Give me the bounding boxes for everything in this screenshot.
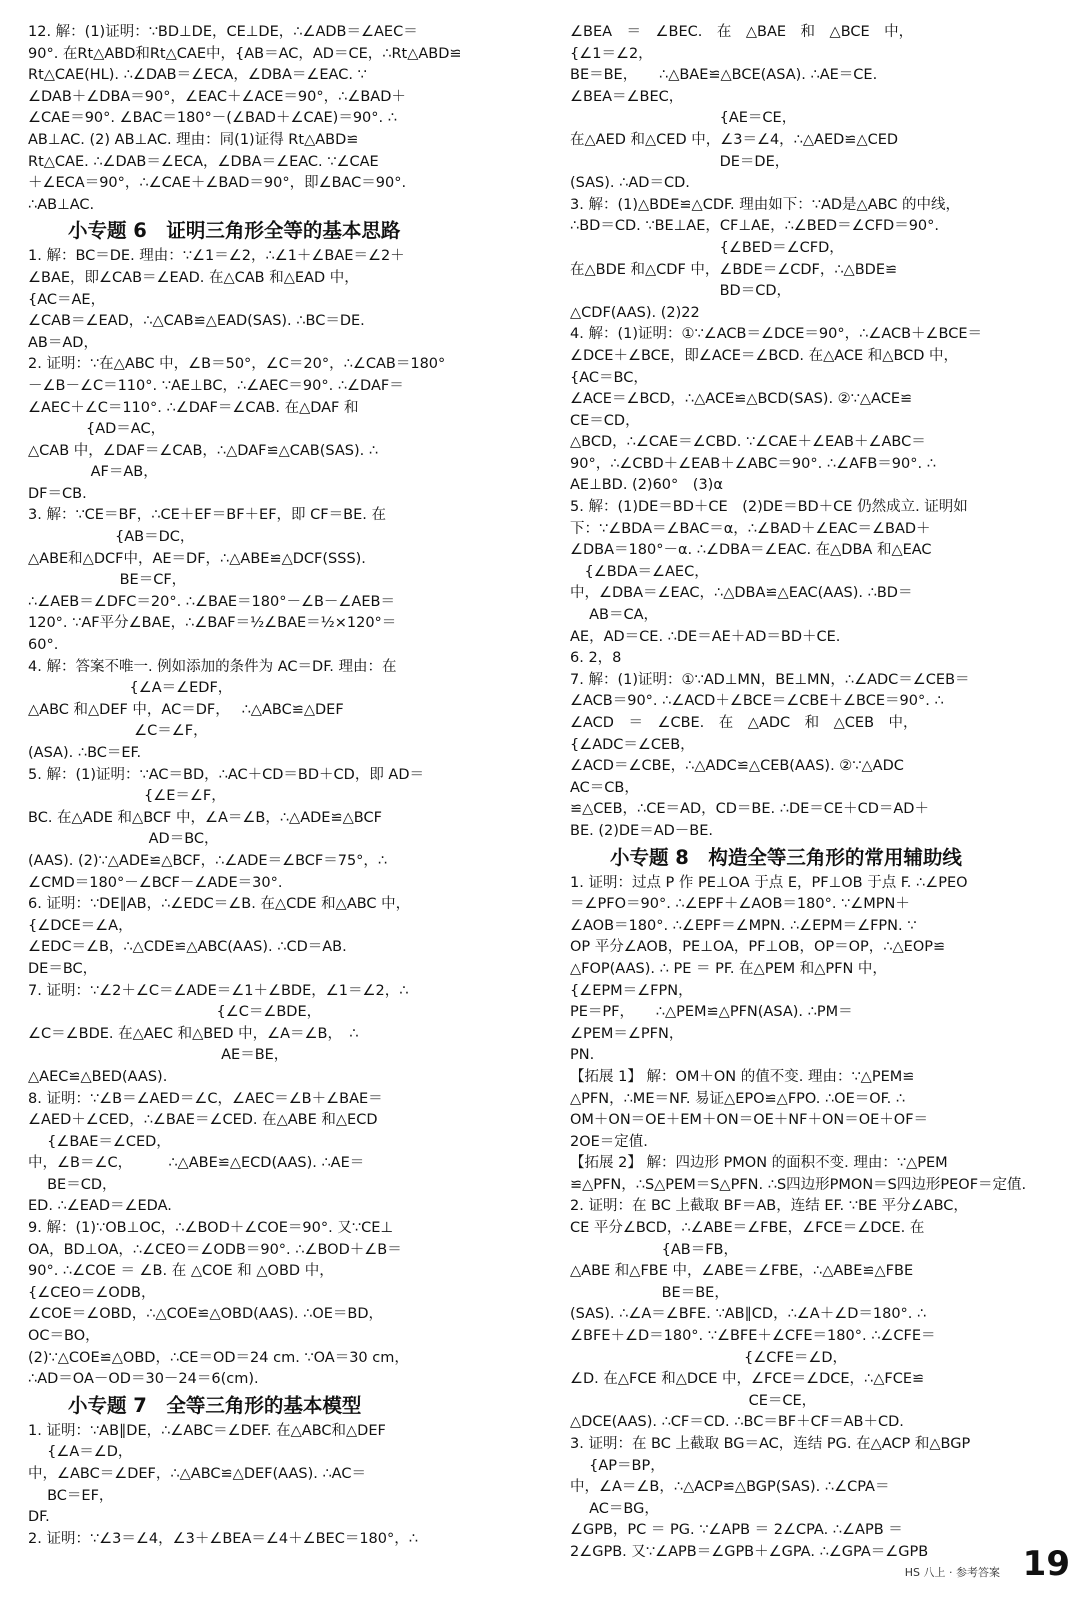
- answer-line: {AB＝DC，: [28, 529, 195, 546]
- answer-line: ∠DCE＋∠BCE，即∠ACE＝∠BCD. 在△ACE 和△BCD 中，: [570, 347, 959, 364]
- answer-line: 9. 解：(1)∵OB⊥OC，∴∠BOD＋∠COE＝90°. 又∵CE⊥: [28, 1220, 393, 1237]
- answer-line: 3. 证明：在 BC 上截取 BG＝AC，连结 PG. 在△ACP 和△BGP: [570, 1436, 971, 1452]
- answer-line: AB＝CA，: [570, 607, 659, 624]
- section-heading: 小专题 7 全等三角形的基本模型: [68, 1393, 362, 1417]
- answer-line: CE＝CD，: [570, 412, 640, 429]
- answer-line: △PFN，∴ME＝NF. 易证△EPO≌△FPO. ∴OE＝OF. ∴: [570, 1090, 906, 1107]
- answer-line: 【拓展 1】 解：OM＋ON 的值不变. 理由：∵△PEM≌: [570, 1068, 915, 1085]
- answer-line: ∠ACB＝90°. ∴∠ACD＋∠BCE＝∠CBE＋∠BCE＝90°. ∴: [570, 693, 944, 710]
- answer-line: {∠A＝∠D，: [28, 1444, 133, 1461]
- answer-line: 【拓展 2】 解：四边形 PMON 的面积不变. 理由：∵△PEM: [570, 1155, 948, 1172]
- answer-line: ∠ACD ＝ ∠CBE. 在 △ADC 和 △CEB 中，: [570, 715, 918, 731]
- answer-line: {∠EPM＝∠FPN，: [570, 982, 693, 999]
- answer-line: ∠BAE，即∠CAB＝∠EAD. 在△CAB 和△EAD 中，: [28, 269, 359, 286]
- answer-line: {∠CFE＝∠D，: [570, 1349, 848, 1366]
- answer-line: 5. 解：(1)证明：∵AC＝BD，∴AC＋CD＝BD＋CD，即 AD＝: [28, 766, 425, 783]
- answer-line: {∠1＝∠2，: [570, 45, 653, 62]
- answer-line: △ABC 和△DEF 中，AC＝DF， ∴△ABC≌△DEF: [28, 701, 344, 718]
- answer-line: 120°. ∵AF平分∠BAE，∴∠BAF＝½∠BAE＝½×120°＝: [28, 615, 397, 632]
- answer-line: OA，BD⊥OA，∴∠CEO＝∠ODB＝90°. ∴∠BOD＋∠B＝: [28, 1241, 402, 1258]
- answer-line: {∠BDA＝∠AEC，: [570, 563, 709, 580]
- answer-line: ∴AB⊥AC.: [28, 196, 95, 213]
- answer-line: ∠AEC＋∠C＝110°. ∴∠DAF＝∠CAB. 在△DAF 和: [28, 399, 359, 416]
- answer-line: 6. 2，8: [570, 650, 622, 667]
- answer-line: Rt△CAE. ∴∠DAB＝∠ECA，∠DBA＝∠EAC. ∵∠CAE: [28, 153, 379, 170]
- answer-line: △ABE和△DCF中，AE＝DF，∴△ABE≌△DCF(SSS).: [28, 550, 366, 567]
- answer-line: ∠CAE＝90°. ∠BAC＝180°－(∠BAD＋∠CAE)＝90°. ∴: [28, 110, 397, 127]
- answer-line: 7. 解：(1)证明：①∵AD⊥MN，BE⊥MN，∴∠ADC＝∠CEB＝: [570, 671, 970, 688]
- answer-line: ∠DBA＝180°－α. ∴∠DBA＝∠EAC. 在△DBA 和△EAC: [570, 542, 932, 559]
- answer-line: AC＝CB，: [570, 779, 639, 796]
- answer-line: BE＝CF，: [28, 572, 187, 589]
- answer-line: ∴∠AEB＝∠DFC＝20°. ∴∠BAE＝180°－∠B－∠AEB＝: [28, 593, 395, 610]
- answer-line: OP 平分∠AOB，PE⊥OA，PF⊥OB，OP＝OP，∴△EOP≌: [570, 939, 946, 956]
- answer-line: (ASA). ∴BC＝EF.: [28, 745, 142, 761]
- answer-line: {∠A＝∠EDF，: [28, 680, 233, 697]
- answer-line: ∴AD＝OA－OD＝30－24＝6(cm).: [28, 1371, 259, 1388]
- answer-line: 4. 解：(1)证明：①∵∠ACB＝∠DCE＝90°，∴∠ACB＋∠BCE＝: [570, 326, 983, 343]
- answer-line: AB＝AD，: [28, 334, 98, 351]
- answer-line: AD＝BC，: [28, 831, 219, 848]
- answer-line: 90°. 在Rt△ABD和Rt△CAE中，{AB＝AC，AD＝CE，∴Rt△ABD≌: [28, 45, 462, 62]
- answer-line: 中，∠DBA＝∠EAC，∴△DBA≌△EAC(AAS). ∴BD＝: [570, 585, 913, 602]
- answer-line: PE＝PF， ∴△PEM≌△PFN(ASA). ∴PM＝: [570, 1004, 853, 1021]
- answer-line: 中，∠A＝∠B，∴△ACP≌△BGP(SAS). ∴∠CPA＝: [570, 1479, 890, 1496]
- answer-line: BE＝CD，: [28, 1176, 117, 1193]
- answer-line: 在△BDE 和△CDF 中，∠BDE＝∠CDF，∴△BDE≌: [570, 261, 898, 278]
- answer-line: 90°. ∴∠COE ＝ ∠B. 在 △COE 和 △OBD 中，: [28, 1263, 334, 1280]
- answer-line: {AC＝BC，: [570, 369, 648, 386]
- answer-line: 3. 解：(1)△BDE≌△CDF. 理由如下：∵AD是△ABC 的中线，: [570, 196, 961, 213]
- left-answer-column: [28, 22, 528, 1550]
- answer-line: BD＝CD，: [570, 283, 792, 300]
- answer-line: 2. 证明：∵在△ABC 中，∠B＝50°，∠C＝20°，∴∠CAB＝180°: [28, 356, 446, 373]
- answer-line: AB⊥AC. (2) AB⊥AC. 理由：同(1)证得 Rt△ABD≌: [28, 131, 359, 148]
- answer-line: 8. 证明：∵∠B＝∠AED＝∠C，∠AEC＝∠B＋∠BAE＝: [28, 1090, 383, 1107]
- answer-line: ∠C＝∠BDE. 在△AEC 和△BED 中，∠A＝∠B， ∴: [28, 1025, 359, 1042]
- answer-line: ∠CMD＝180°－∠BCF－∠ADE＝30°.: [28, 874, 283, 891]
- answer-line: CE＝CE，: [570, 1392, 817, 1409]
- answer-line: 5. 解：(1)DE＝BD＋CE (2)DE＝BD＋CE 仍然成立. 证明如: [570, 499, 968, 516]
- answer-line: ∠PEM＝∠PFN，: [570, 1025, 684, 1042]
- answer-line: ∠GPB，PC ＝ PG. ∵∠APB ＝ 2∠CPA. ∴∠APB ＝: [570, 1522, 903, 1539]
- section-heading: 小专题 6 证明三角形全等的基本思路: [68, 219, 401, 243]
- answer-line: ≌△PFN，∴S△PEM＝S△PFN. ∴S四边形PMON＝S四边形PEOF＝定值.: [570, 1176, 1027, 1193]
- answer-line: AE⊥BD. (2)60° (3)α: [570, 477, 723, 494]
- answer-line: ＝∠PFO＝90°. ∴∠EPF＋∠AOB＝180°. ∵∠MPN＋: [570, 896, 910, 913]
- answer-line: －∠B－∠C＝110°. ∵AE⊥BC，∴∠AEC＝90°. ∴∠DAF＝: [28, 377, 404, 394]
- answer-line: △FOP(AAS). ∴ PE ＝ PF. 在△PEM 和△PFN 中，: [570, 960, 887, 977]
- answer-line: 3. 解：∵CE＝BF，∴CE＋EF＝BF＋EF，即 CF＝BE. 在: [28, 507, 386, 524]
- answer-line: (SAS). ∴∠A＝∠BFE. ∵AB∥CD，∴∠A＋∠D＝180°. ∴: [570, 1306, 927, 1323]
- answer-line: △CDF(AAS). (2)22: [570, 304, 700, 321]
- answer-line: △DCE(AAS). ∴CF＝CD. ∴BC＝BF＋CF＝AB＋CD.: [570, 1414, 904, 1431]
- answer-line: ∠ACD＝∠CBE，∴△ADC≌△CEB(AAS). ②∵△ADC: [570, 758, 904, 775]
- answer-line: ∠EDC＝∠B，∴△CDE≌△ABC(AAS). ∴CD＝AB.: [28, 939, 347, 956]
- answer-line: △AEC≌△BED(AAS).: [28, 1068, 168, 1085]
- answer-line: ∠C＝∠F，: [28, 723, 208, 740]
- answer-line: ∠D. 在△FCE 和△DCE 中，∠FCE＝∠DCE，∴△FCE≌: [570, 1371, 925, 1388]
- answer-line: 4. 解：答案不唯一. 例如添加的条件为 AC＝DF. 理由：在: [28, 658, 397, 675]
- answer-line: {∠BED＝∠CFD，: [570, 239, 844, 256]
- answer-line: ∠ACE＝∠BCD，∴△ACE≌△BCD(SAS). ②∵△ACE≌: [570, 391, 913, 408]
- answer-line: {AB＝FB，: [570, 1241, 738, 1258]
- answer-line: △ABE 和△FBE 中，∠ABE＝∠FBE，∴△ABE≌△FBE: [570, 1263, 914, 1280]
- answer-line: {AC＝AE，: [28, 291, 106, 308]
- answer-line: ≌△CEB，∴CE＝AD，CD＝BE. ∴DE＝CE＋CD＝AD＋: [570, 801, 929, 818]
- answer-line: ∠BEA＝∠BEC，: [570, 88, 684, 105]
- answer-line: 6. 证明：∵DE∥AB，∴∠EDC＝∠B. 在△CDE 和△ABC 中，: [28, 896, 411, 913]
- answer-line: 2. 证明：∵∠3＝∠4，∠3＋∠BEA＝∠4＋∠BEC＝180°，∴: [28, 1530, 418, 1547]
- answer-line: (2)∵△COE≌△OBD，∴CE＝OD＝24 cm. ∵OA＝30 cm，: [28, 1349, 409, 1366]
- answer-line: OM＋ON＝OE＋EM＋ON＝OE＋NF＋ON＝OE＋OF＝: [570, 1112, 929, 1129]
- answer-line: BE. (2)DE＝AD－BE.: [570, 822, 713, 839]
- answer-line: CE 平分∠BCD，∴∠ABE＝∠FBE，∠FCE＝∠DCE. 在: [570, 1220, 925, 1237]
- answer-line: ∠COE＝∠OBD，∴△COE≌△OBD(AAS). ∴OE＝BD，: [28, 1306, 384, 1323]
- answer-line: {∠BAE＝∠CED，: [28, 1133, 171, 1150]
- answer-line: 1. 证明：过点 P 作 PE⊥OA 于点 E，PF⊥OB 于点 F. ∴∠PEO: [570, 874, 968, 891]
- answer-line: {∠E＝∠F，: [28, 788, 226, 805]
- answer-line: DF.: [28, 1509, 50, 1526]
- section-heading: 小专题 8 构造全等三角形的常用辅助线: [610, 845, 962, 869]
- answer-line: 7. 证明：∵∠2＋∠C＝∠ADE＝∠1＋∠BDE，∠1＝∠2，∴: [28, 982, 409, 999]
- answer-line: 2OE＝定值.: [570, 1133, 648, 1150]
- answer-line: 1. 解：BC＝DE. 理由：∵∠1＝∠2，∴∠1＋∠BAE＝∠2＋: [28, 248, 405, 265]
- answer-line: ∠AOB＝180°. ∴∠EPF＝∠MPN. ∴∠EPM＝∠FPN. ∵: [570, 917, 917, 934]
- answer-line: 60°.: [28, 637, 59, 654]
- answer-line: ∠AED＋∠CED，∴∠BAE＝∠CED. 在△ABE 和△ECD: [28, 1112, 378, 1129]
- answer-line: (SAS). ∴AD＝CD.: [570, 175, 690, 192]
- answer-line: 中，∠ABC＝∠DEF，∴△ABC≌△DEF(AAS). ∴AC＝: [28, 1466, 366, 1482]
- answer-line: 下：∵∠BDA＝∠BAC＝α，∴∠BAD＋∠EAC＝∠BAD＋: [570, 520, 931, 537]
- answer-line: 中，∠B＝∠C， ∴△ABE≌△ECD(AAS). ∴AE＝: [28, 1155, 365, 1172]
- answer-line: DF＝CB.: [28, 485, 87, 502]
- answer-line: 90°，∴∠CBD＋∠EAB＋∠ABC＝90°. ∴∠AFB＝90°. ∴: [570, 455, 936, 472]
- page-number: 19: [1022, 1544, 1070, 1584]
- answer-line: {AP＝BP，: [570, 1457, 665, 1474]
- answer-line: AE＝BE，: [28, 1047, 289, 1064]
- answer-line: BE＝BE， ∴△BAE≌△BCE(ASA). ∴AE＝CE.: [570, 67, 878, 84]
- answer-line: 2∠GPB. 又∵∠APB＝∠GPB＋∠GPA. ∴∠GPA＝∠GPB: [570, 1543, 929, 1560]
- answer-line: ∠DAB＋∠DBA＝90°，∠EAC＋∠ACE＝90°，∴∠BAD＋: [28, 88, 406, 105]
- answer-line: {AD＝AC，: [28, 421, 166, 438]
- answer-line: {∠ADC＝∠CEB，: [570, 736, 695, 753]
- answer-line: PN.: [570, 1047, 595, 1064]
- answer-line: BC＝EF，: [28, 1487, 114, 1504]
- answer-line: 在△AED 和△CED 中，∠3＝∠4，∴△AED≌△CED: [570, 131, 899, 148]
- answer-line: (AAS). (2)∵△ADE≌△BCF，∴∠ADE＝∠BCF＝75°，∴: [28, 852, 388, 869]
- answer-line: △CAB 中，∠DAF＝∠CAB，∴△DAF≌△CAB(SAS). ∴: [28, 442, 379, 459]
- answer-line: BC. 在△ADE 和△BCF 中，∠A＝∠B，∴△ADE≌△BCF: [28, 809, 382, 826]
- answer-line: {AE＝CE，: [570, 110, 797, 127]
- answer-line: △BCD，∴∠CAE＝∠CBD. ∵∠CAE＋∠EAB＋∠ABC＝: [570, 434, 926, 451]
- answer-line: ＋∠ECA＝90°，∴∠CAE＋∠BAD＝90°，即∠BAC＝90°.: [28, 175, 407, 192]
- answer-line: ED. ∴∠EAD＝∠EDA.: [28, 1198, 172, 1215]
- answer-line: ∠BFE＋∠D＝180°. ∵∠BFE＋∠CFE＝180°. ∴∠CFE＝: [570, 1328, 936, 1345]
- answer-line: {∠C＝∠BDE，: [28, 1004, 322, 1021]
- answer-line: ∠BEA ＝ ∠BEC. 在 △BAE 和 △BCE 中，: [570, 24, 914, 40]
- answer-line: 12. 解：(1)证明：∵BD⊥DE，CE⊥DE，∴∠ADB＝∠AEC＝: [28, 24, 418, 40]
- answer-line: DE＝BC，: [28, 960, 98, 977]
- page-footer: HS 八上 · 参考答案: [904, 1566, 1000, 1579]
- right-answer-column: [570, 22, 1070, 1564]
- answer-line: AF＝AB，: [28, 464, 158, 481]
- answer-line: DE＝DE，: [570, 153, 790, 170]
- answer-line: AE，AD＝CE. ∴DE＝AE＋AD＝BD＋CE.: [570, 628, 841, 645]
- answer-line: 2. 证明：在 BC 上截取 BF＝AB，连结 EF. ∵BE 平分∠ABC，: [570, 1198, 968, 1215]
- answer-line: 1. 证明：∵AB∥DE，∴∠ABC＝∠DEF. 在△ABC和△DEF: [28, 1422, 386, 1439]
- answer-line: {∠CEO＝∠ODB，: [28, 1284, 156, 1301]
- answer-line: ∴BD＝CD. ∵BE⊥AE，CF⊥AE，∴∠BED＝∠CFD＝90°.: [570, 218, 940, 235]
- answer-line: OC＝BO，: [28, 1328, 100, 1345]
- answer-line: ∠CAB＝∠EAD，∴△CAB≌△EAD(SAS). ∴BC＝DE.: [28, 313, 365, 330]
- answer-line: BE＝BE，: [570, 1284, 729, 1301]
- answer-line: AC＝BG，: [570, 1500, 659, 1517]
- answer-line: Rt△CAE(HL). ∴∠DAB＝∠ECA，∠DBA＝∠EAC. ∵: [28, 67, 367, 84]
- answer-line: {∠DCE＝∠A，: [28, 917, 133, 934]
